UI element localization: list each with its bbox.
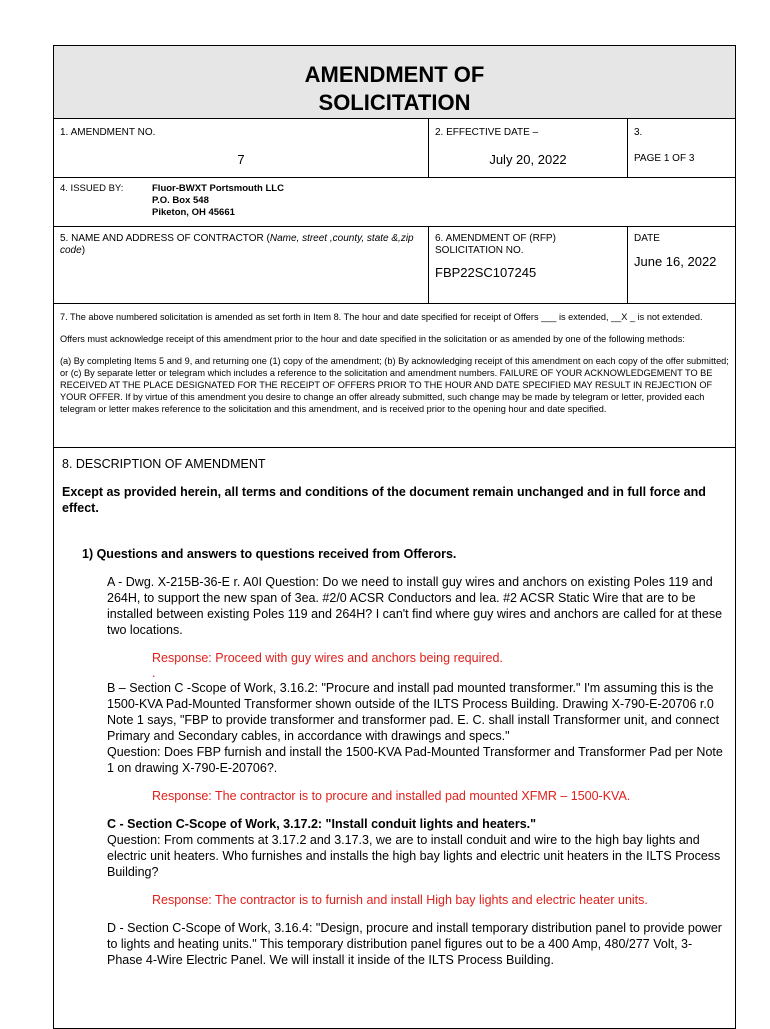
questions-heading: 1) Questions and answers to questions received from Offerors. bbox=[82, 547, 457, 561]
amendment-form bbox=[53, 45, 736, 1029]
contractor-label-end: ) bbox=[81, 245, 86, 256]
date-value: June 16, 2022 bbox=[634, 254, 717, 269]
qa-c-text: Question: From comments at 3.17.2 and 3.17.3, we are to install conduit and wire to the high bay lights and electric unit heaters. Who furnishes and installs the high bay lights and electric unit heaters in the ILTS Process Building? bbox=[107, 833, 721, 879]
row-contractor bbox=[54, 227, 735, 304]
page-cell-label: 3. bbox=[634, 127, 643, 138]
effective-date-value: July 20, 2022 bbox=[489, 152, 567, 167]
page-of: PAGE 1 OF 3 bbox=[634, 153, 695, 164]
issuer-address bbox=[152, 183, 284, 222]
issued-by-cell bbox=[54, 178, 735, 226]
row-amendment bbox=[54, 119, 735, 178]
effective-date-label: 2. EFFECTIVE DATE – bbox=[435, 127, 539, 138]
issuer-name: Fluor-BWXT Portsmouth LLC bbox=[152, 183, 284, 194]
qa-a-response: Response: Proceed with guy wires and anchors being required. bbox=[152, 651, 503, 665]
qa-item-d: D - Section C-Scope of Work, 3.16.4: "Design, procure and install temporary distribution panel to provide power to lights and heating units." This temporary distribution panel figures out to be a 400 Amp, 480/277 Volt, 3-Phase 4-Wire Electric Panel. We will install it inside of the ILTS Process Building. bbox=[107, 921, 722, 967]
description-section bbox=[54, 448, 735, 1028]
qa-b-question: Question: Does FBP furnish and install the 1500-KVA Pad-Mounted Transformer and Transformer Pad per Note 1 on drawing X-790-E-20706?. bbox=[107, 745, 723, 775]
title-line-1: AMENDMENT OF bbox=[304, 62, 485, 87]
amendment-no-label: 1. AMENDMENT NO. bbox=[60, 127, 156, 138]
methods-text: (a) By completing Items 5 and 9, and returning one (1) copy of the amendment; (b) By acknowledging receipt of this amendment on each copy of the offer submitted; or (c) By separate letter or telegram which includes a reference to the solicitation and amendment numbers. FAILURE OF YOUR ACKNOWLEDGEMENT TO BE RECEIVED AT THE PLACE DESIGNATED FOR THE RECEIPT OF OFFERS PRIOR TO THE HOUR AND DATE SPECIFIED MAY RESULT IN REJECTION OF YOUR OFFER. If by virtue of this amendment you desire to change an offer already submitted, such change may be made by telegram or letter, provided each telegram or letter makes reference to the solicitation and this amendment, and is received prior to the opening hour and date specified. bbox=[60, 356, 729, 414]
row-issued-by bbox=[54, 178, 735, 227]
offers-text: Offers must acknowledge receipt of this amendment prior to the hour and date specified in the solicitation or as amended by one of the following methods: bbox=[60, 334, 685, 344]
title-line-2: SOLICITATION bbox=[318, 90, 471, 115]
date-label: DATE bbox=[634, 233, 660, 244]
rfp-cell bbox=[428, 227, 627, 303]
description-heading: 8. DESCRIPTION OF AMENDMENT bbox=[62, 457, 266, 471]
qa-item-a bbox=[99, 562, 735, 638]
date-cell bbox=[627, 227, 735, 303]
qa-a-text: wg. X-215B-36-E r. A0I Question: Do we need to install guy wires and anchors on existing Poles 119 and 264H, to support the new span of 3ea. #2/0 ACSR Conductors and lea. #2 ACSR Static Wire that are to be installed between existing Poles 119 and 264H? I can't find where guy wires and anchors are called for at these two locations. bbox=[107, 575, 723, 637]
issuer-pobox: P.O. Box 548 bbox=[152, 195, 209, 206]
except-text: Except as provided herein, all terms and conditions of the document remain unchanged and in full force and effect. bbox=[62, 485, 706, 515]
item7-text: 7. The above numbered solicitation is amended as set forth in Item 8. The hour and date specified for receipt of Offers ___ is extended, __X _ is not extended. bbox=[60, 312, 703, 322]
issued-by-label: 4. ISSUED BY: bbox=[60, 183, 124, 194]
amendment-no-cell bbox=[54, 119, 428, 177]
rfp-label: 6. AMENDMENT OF (RFP) SOLICITATION NO. bbox=[435, 233, 556, 256]
rfp-value: FBP22SC107245 bbox=[435, 265, 537, 280]
contractor-label-italic: Name, street ,county, state &,zip code bbox=[60, 233, 414, 256]
form-title bbox=[54, 46, 735, 119]
row-item7 bbox=[54, 304, 735, 448]
contractor-label: 5. NAME AND ADDRESS OF CONTRACTOR ( bbox=[60, 233, 270, 244]
qa-item-b: B – Section C -Scope of Work, 3.16.2: "Procure and install pad mounted transformer." I'm assuming this is the 1500-KVA Pad-Mounted Transformer shown outside of the ILTS Process Building. Drawing X-790-E-20706 r.0 Note 1 says, "FBP to provide transformer and transformer pad. E. C. shall install Transformer unit, and connect Primary and Secondary cables, in accordance with drawings and specs." bbox=[107, 681, 720, 743]
amendment-no-value: 7 bbox=[237, 152, 245, 167]
effective-date-cell bbox=[428, 119, 627, 177]
qa-a-dot: . bbox=[152, 666, 156, 680]
page-cell bbox=[627, 119, 735, 177]
qa-c-heading: C - Section C-Scope of Work, 3.17.2: "Install conduit lights and heaters." bbox=[107, 817, 537, 831]
qa-a-prefix: A - D bbox=[107, 575, 135, 589]
issuer-city: Piketon, OH 45661 bbox=[152, 207, 235, 218]
contractor-cell bbox=[54, 227, 428, 303]
qa-b-response: Response: The contractor is to procure and installed pad mounted XFMR – 1500-KVA. bbox=[152, 789, 631, 803]
qa-c-response: Response: The contractor is to furnish and install High bay lights and electric heater units. bbox=[152, 893, 648, 907]
